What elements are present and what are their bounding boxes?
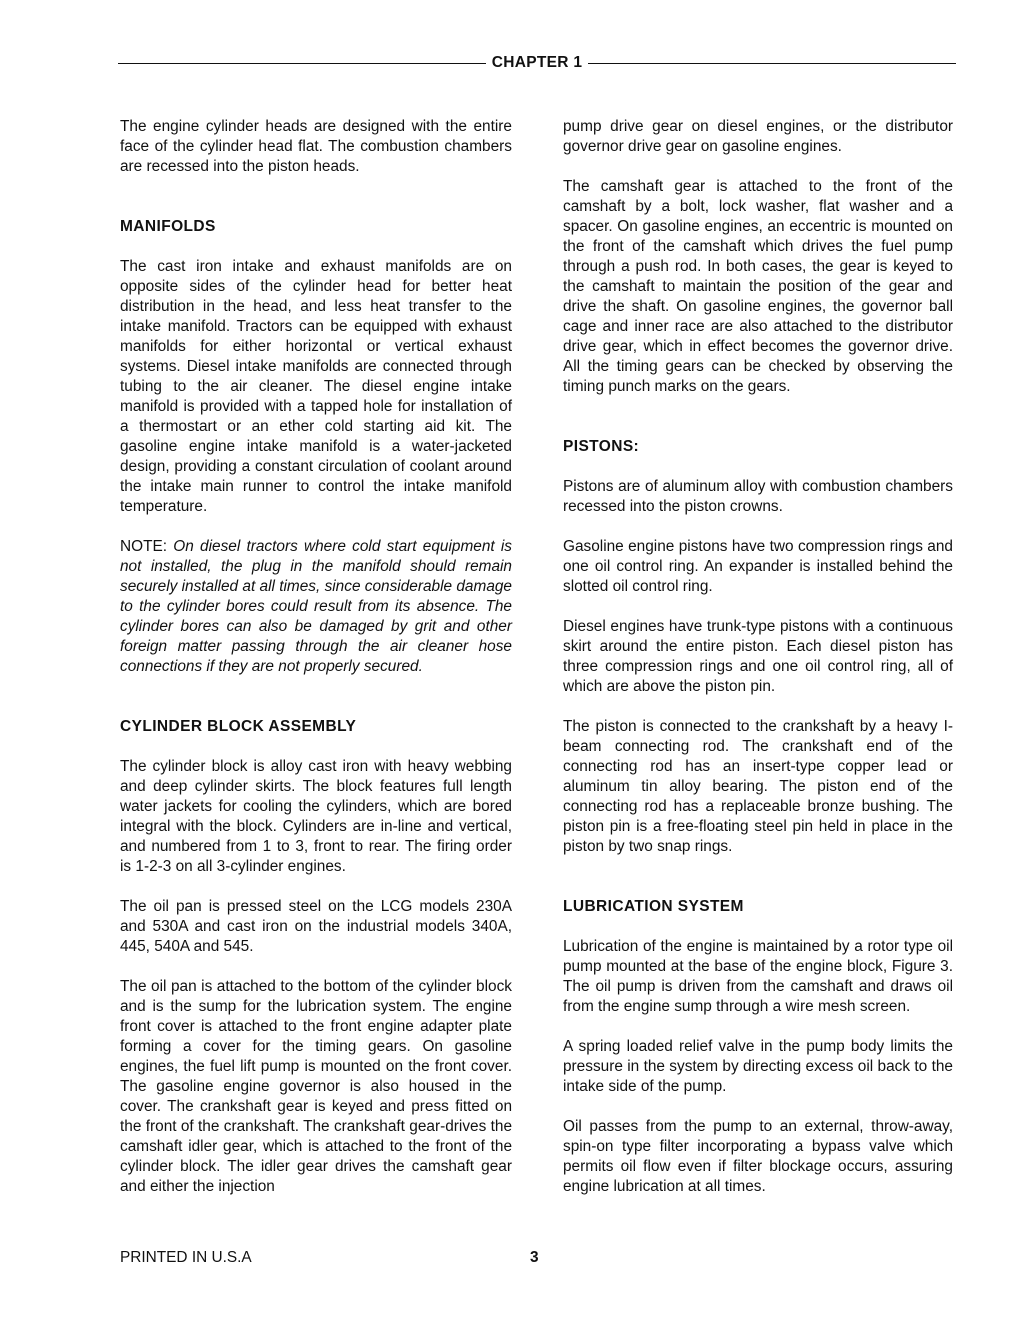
lubrication-paragraph-1: Lubrication of the engine is maintained by a rotor type oil pump mounted at the base of the engine block, Figure 3. The oil pump is driven from the camshaft and draws oil from the engine sump through a wire mesh screen. — [563, 938, 953, 1015]
note-text: On diesel tractors where cold start equipment is not installed, the plug in the manifold should remain securely installed at all times, since considerable damage to the cylinder bores could result from its absence. The cylinder bores can also be damaged by grit and other foreign matter passing through the air cleaner hose connections if they are not properly secured. — [120, 538, 512, 675]
note-label: NOTE: — [120, 538, 168, 555]
cylinder-block-heading: CYLINDER BLOCK ASSEMBLY — [120, 718, 357, 735]
manifolds-paragraph: The cast iron intake and exhaust manifolds are on opposite sides of the cylinder head for better heat distribution in the head, and less heat transfer to the intake manifold. Tractors can be equipped with exhaust manifolds for either horizontal or vertical exhaust systems. Diesel intake manifolds are connected through tubing to the air cleaner. The diesel engine intake manifold is provided with a tapped hole for installation of a thermostart or an ether cold starting aid kit. The gasoline engine intake manifold is a water-jacketed design, providing a constant circulation of coolant around the intake main runner to control the intake manifold temperature. — [120, 258, 512, 515]
lubrication-paragraph-3: Oil passes from the pump to an external, throw-away, spin-on type filter incorporating a bypass valve which permits oil flow even if filter blockage occurs, assuring engine lubrication at all times. — [563, 1118, 953, 1195]
header-rule-right — [588, 63, 956, 64]
pistons-paragraph-2: Gasoline engine pistons have two compression rings and one oil control ring. An expander is installed behind the slotted oil control ring. — [563, 538, 953, 595]
chapter-header — [118, 54, 956, 72]
lubrication-paragraph-2: A spring loaded relief valve in the pump body limits the pressure in the system by directing excess oil back to the intake side of the pump. — [563, 1038, 953, 1095]
pistons-heading: PISTONS: — [563, 438, 640, 455]
intro-paragraph: The engine cylinder heads are designed with the entire face of the cylinder head flat. The combustion chambers are recessed into the piston heads. — [120, 118, 512, 175]
cylinder-block-paragraph-1: The cylinder block is alloy cast iron with heavy webbing and deep cylinder skirts. The block features full length water jackets for cooling the cylinders, which are bored integral with the block. Cylinders are in-line and vertical, and numbered from 1 to 3, front to rear. The firing order is 1-2-3 on all 3-cylinder engines. — [120, 758, 512, 875]
right-column — [563, 117, 953, 1197]
lubrication-heading: LUBRICATION SYSTEM — [563, 898, 744, 915]
header-rule-left — [118, 63, 486, 64]
manifolds-heading: MANIFOLDS — [120, 218, 216, 235]
cylinder-block-paragraph-2: The oil pan is pressed steel on the LCG models 230A and 530A and cast iron on the industrial models 340A, 445, 540A and 545. — [120, 898, 512, 955]
pistons-paragraph-1: Pistons are of aluminum alloy with combustion chambers recessed into the piston crowns. — [563, 478, 953, 515]
camshaft-paragraph: The camshaft gear is attached to the front of the camshaft by a bolt, lock washer, flat washer and a spacer. On gasoline engines, an eccentric is mounted on the front of the camshaft which drives the fuel pump through a push rod. In both cases, the gear is keyed to the camshaft to maintain the position of the gear and drive the shaft. On gasoline engines, the governor ball cage and inner race are also attached to the distributor drive gear, which in effect becomes the governor drive. All the timing gears can be checked by observing the timing punch marks on the gears. — [563, 178, 953, 395]
pistons-paragraph-4: The piston is connected to the crankshaft by a heavy I-beam connecting rod. The crankshaft end of the connecting rod has an insert-type copper lead or aluminum tin alloy bearing. The piston end of the connecting rod has a replaceable bronze bushing. The piston pin is a free-floating steel pin held in place in the piston by two snap rings. — [563, 718, 953, 855]
footer-printed: PRINTED IN U.S.A — [120, 1249, 252, 1266]
left-column — [120, 117, 512, 1197]
cylinder-block-paragraph-3: The oil pan is attached to the bottom of the cylinder block and is the sump for the lubrication system. The engine front cover is attached to the front engine adapter plate forming a cover for the timing gears. On gasoline engines, the fuel lift pump is mounted on the front cover. The gasoline engine governor is also housed in the cover. The crankshaft gear is keyed and press fitted on the front of the crankshaft. The crankshaft gear-drives the camshaft idler gear, which is attached to the front of the cylinder block. The idler gear drives the camshaft gear and either the injection — [120, 978, 512, 1195]
pistons-paragraph-3: Diesel engines have trunk-type pistons with a continuous skirt around the entire piston. Each diesel piston has three compression rings and one oil control ring, all of which are above the piston pin. — [563, 618, 953, 695]
page-number: 3 — [530, 1249, 539, 1266]
chapter-title: CHAPTER 1 — [491, 54, 583, 71]
continued-paragraph: pump drive gear on diesel engines, or the distributor governor drive gear on gasoline engines. — [563, 118, 953, 155]
note-paragraph — [120, 537, 512, 677]
